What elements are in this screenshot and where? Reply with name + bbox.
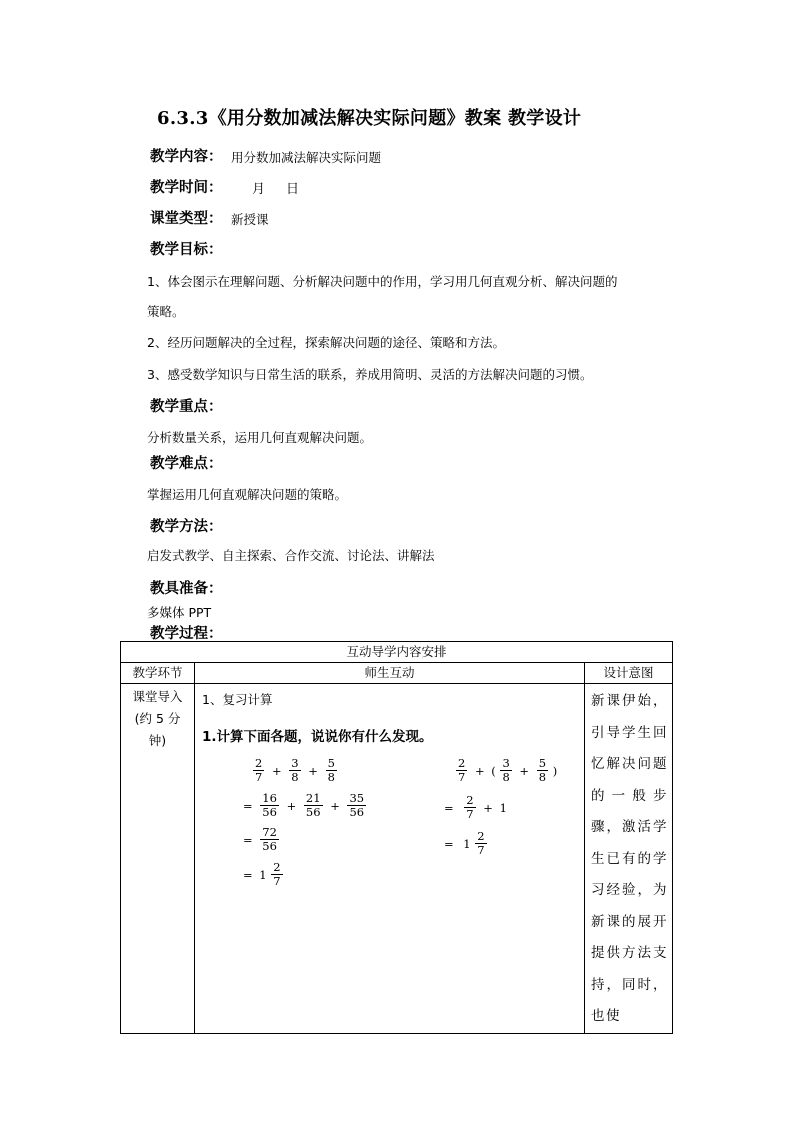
review-title: 1、复习计算 xyxy=(202,692,273,707)
stage-line-3: 钟) xyxy=(148,733,167,748)
type-value: 新授课 xyxy=(231,212,269,227)
goal-line-3: 2、经历问题解决的全过程，探索解决问题的途径、策略和方法。 xyxy=(147,335,505,350)
fraction: $\frac{3}{8}$ xyxy=(291,756,299,784)
difficulties-label: 教学难点： xyxy=(150,456,223,472)
methods-label: 教学方法： xyxy=(150,519,223,535)
fraction: $\frac{2}{7}$ xyxy=(466,793,474,821)
interaction-cell xyxy=(195,684,585,1034)
header-intent: 设计意图 xyxy=(585,663,673,684)
fraction: $\frac{2}{7}$ xyxy=(255,756,263,784)
right-step-2: = $\frac{2}{7}$ + 1 xyxy=(444,793,507,821)
lesson-table xyxy=(120,641,673,1034)
goal-line-4: 3、感受数学知识与日常生活的联系，养成用简明、灵活的方法解决问题的习惯。 xyxy=(147,367,593,382)
left-step-2: = $\frac{16}{56}$ + $\frac{21}{56}$ + $\frac{35}{56}$ xyxy=(243,791,365,819)
fraction: $\frac{2}{7}$ xyxy=(273,860,281,888)
fraction: $\frac{3}{8}$ xyxy=(502,756,510,784)
tools-label: 教具准备： xyxy=(150,581,223,597)
content-value: 用分数加减法解决实际问题 xyxy=(231,150,382,165)
time-label: 教学时间： xyxy=(150,180,223,196)
goal-line-1: 1、体会图示在理解问题、分析解决问题中的作用，学习用几何直观分析、解决问题的 xyxy=(147,274,618,289)
key-points-value: 分析数量关系，运用几何直观解决问题。 xyxy=(147,430,373,445)
stage-cell xyxy=(121,684,195,1034)
left-step-3: = $\frac{72}{56}$ xyxy=(243,825,277,853)
process-label: 教学过程： xyxy=(150,626,223,642)
tools-value: 多媒体 PPT xyxy=(147,605,212,620)
right-result: = 1 $\frac{2}{7}$ xyxy=(444,829,485,857)
fraction: $\frac{16}{56}$ xyxy=(262,791,277,819)
page-title: 6.3.3《用分数加减法解决实际问题》教案 教学设计 xyxy=(157,108,582,129)
goal-line-2: 策略。 xyxy=(147,304,185,319)
stage-line-1: 课堂导入 xyxy=(132,689,183,704)
table-caption: 互动导学内容安排 xyxy=(121,642,673,663)
difficulties-value: 掌握运用几何直观解决问题的策略。 xyxy=(147,487,348,502)
fraction: $\frac{2}{7}$ xyxy=(477,829,485,857)
header-interaction: 师生互动 xyxy=(195,663,585,684)
type-label: 课堂类型： xyxy=(150,211,223,227)
key-points-label: 教学重点： xyxy=(150,399,223,415)
time-day: 日 xyxy=(286,182,300,197)
fraction: $\frac{21}{56}$ xyxy=(305,791,321,819)
left-step-1: $\frac{2}{7}$ + $\frac{3}{8}$ + $\frac{5}{8}$ xyxy=(255,756,335,784)
goals-label: 教学目标： xyxy=(150,242,223,258)
intent-cell: 新课伊始，引导学生回忆解决问题的一般步骤，激活学生已有的学习经验，为新课的展开提供方法支持，同时，也使 xyxy=(585,684,673,1034)
fraction: $\frac{5}{8}$ xyxy=(538,756,547,784)
task-text: 1.计算下面各题，说说你有什么发现。 xyxy=(202,729,433,745)
methods-value: 启发式教学、自主探索、合作交流、讨论法、讲解法 xyxy=(147,548,435,563)
time-month: 月 xyxy=(252,182,266,197)
stage-line-2: (约 5 分 xyxy=(134,711,181,726)
fraction: $\frac{72}{56}$ xyxy=(262,825,277,853)
fraction: $\frac{5}{8}$ xyxy=(327,756,335,784)
fraction: $\frac{35}{56}$ xyxy=(349,791,365,819)
content-label: 教学内容： xyxy=(150,149,223,165)
header-stage: 教学环节 xyxy=(121,663,195,684)
left-result: = 1 $\frac{2}{7}$ xyxy=(243,860,281,888)
fraction: $\frac{2}{7}$ xyxy=(458,756,466,784)
right-step-1: $\frac{2}{7}$ + ( $\frac{3}{8}$ + $\frac{5}{8}$ ) xyxy=(458,756,558,784)
